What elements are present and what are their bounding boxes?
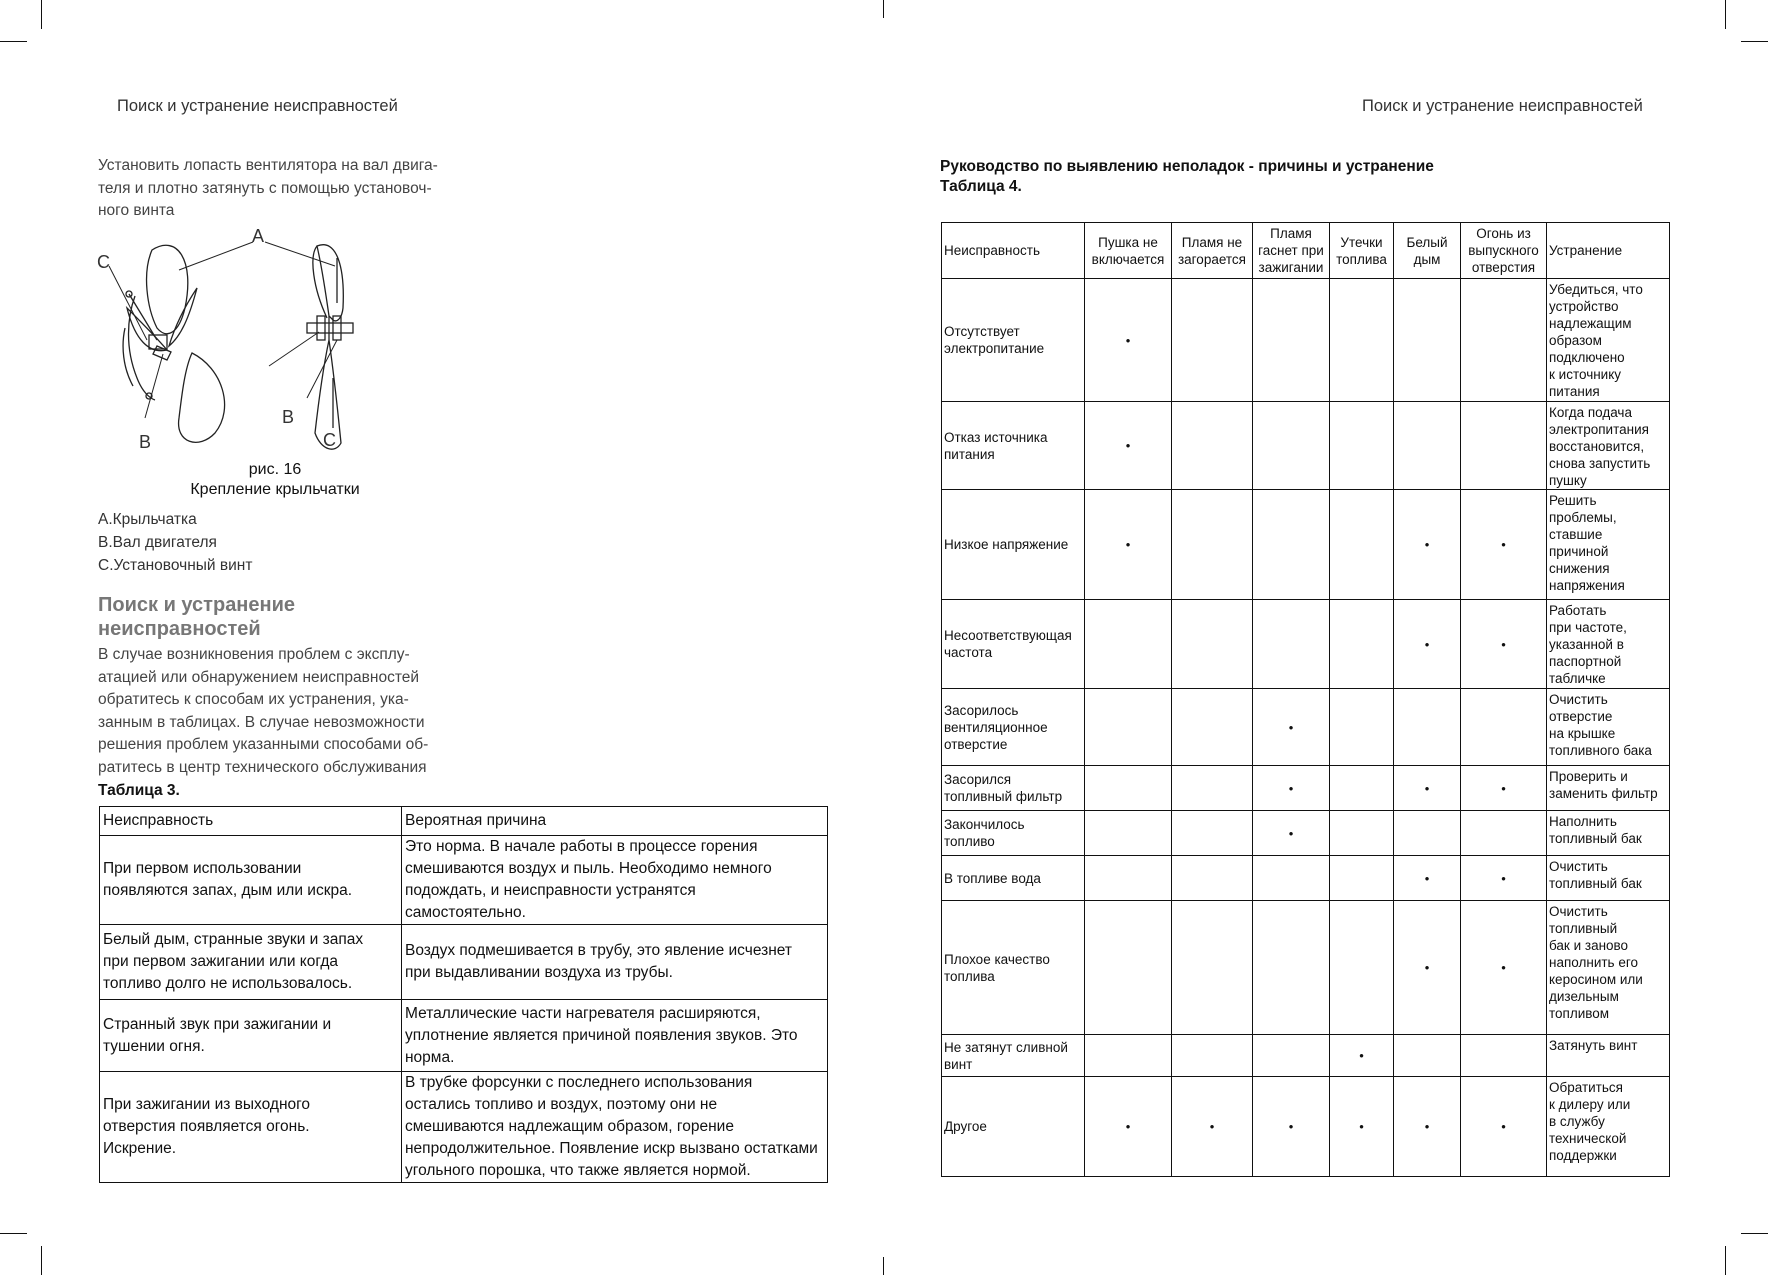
mark-flame-dies xyxy=(1253,1077,1330,1177)
cell-line: восстановится, xyxy=(1549,439,1645,454)
fault-cell xyxy=(942,901,1085,1035)
cell-line: Не затянут сливной xyxy=(944,1039,1068,1055)
mark-fuel-leak xyxy=(1330,856,1394,901)
mark-fire-from-outlet xyxy=(1461,856,1547,901)
cell-line: при частоте, xyxy=(1549,620,1627,635)
cell-line: заменить фильтр xyxy=(1549,786,1658,801)
mark-flame-not-ignite xyxy=(1172,1035,1253,1077)
header-line: Огонь из xyxy=(1476,226,1531,241)
bullet-mark: • xyxy=(1288,825,1294,841)
legend-item: A.Крыльчатка xyxy=(98,511,197,528)
cell-line: поддержки xyxy=(1549,1148,1617,1163)
cell-line: смешиваются надлежащим образом, горение xyxy=(405,1118,734,1135)
cell-line: В топливе вода xyxy=(944,870,1041,886)
table-row xyxy=(942,811,1670,856)
cell-line: ставшие xyxy=(1549,527,1603,542)
cell-line: пушку xyxy=(1549,473,1587,488)
mark-white-smoke xyxy=(1394,766,1461,811)
cell-line: Очистить xyxy=(1549,692,1608,707)
cell-line: Решить xyxy=(1549,493,1597,508)
mark-gun-not-on xyxy=(1085,1035,1172,1077)
cell-line: Наполнить xyxy=(1549,814,1617,829)
mark-flame-dies xyxy=(1253,490,1330,600)
fault-cell xyxy=(942,766,1085,811)
section-title-line: Поиск и устранение xyxy=(98,594,296,616)
cell-line: Очистить xyxy=(1549,904,1608,919)
cell-line: устройство xyxy=(1549,299,1619,314)
cell-line: Засорился xyxy=(944,772,1012,787)
mark-fire-from-outlet xyxy=(1461,1035,1547,1077)
cell-line: снова запустить xyxy=(1549,456,1651,471)
mark-white-smoke xyxy=(1394,901,1461,1035)
mark-flame-dies xyxy=(1253,901,1330,1035)
bullet-mark: • xyxy=(1209,1119,1215,1134)
mark-fuel-leak xyxy=(1330,1077,1394,1177)
cell-line: причиной xyxy=(1549,544,1609,559)
cell-line: подождать, и неисправности устранятся xyxy=(405,882,696,899)
cell-line: Затянуть винт xyxy=(1549,1038,1638,1053)
cell-line: питания xyxy=(944,446,995,462)
fault-cell xyxy=(942,600,1085,689)
mark-fire-from-outlet xyxy=(1461,689,1547,766)
mark-fire-from-outlet xyxy=(1461,811,1547,856)
fault-cell xyxy=(942,1077,1085,1177)
mark-gun-not-on xyxy=(1085,689,1172,766)
remedy-cell xyxy=(1547,1035,1670,1077)
intro-line: теля и плотно затянуть с помощью установоч- xyxy=(98,179,432,197)
problem-cell xyxy=(100,1000,402,1072)
cell-line: напряжения xyxy=(1549,578,1625,593)
table-row xyxy=(942,689,1670,766)
mark-flame-not-ignite xyxy=(1172,856,1253,901)
mark-flame-dies xyxy=(1253,1035,1330,1077)
cell-line: питания xyxy=(1549,384,1600,399)
cell-line: Странный звук при зажигании и xyxy=(103,1015,332,1033)
cell-line: топлива xyxy=(944,968,995,984)
mark-white-smoke xyxy=(1394,689,1461,766)
header-white-smoke xyxy=(1394,223,1461,279)
cell-line: появляются запах, дым или искра. xyxy=(103,882,353,899)
cause-cell xyxy=(402,1000,828,1072)
bullet-mark: • xyxy=(1501,870,1506,886)
bullet-mark: • xyxy=(1359,1119,1364,1134)
figure-labels xyxy=(97,228,336,452)
bullet-mark: • xyxy=(1501,960,1506,975)
cell-line: табличке xyxy=(1549,671,1606,686)
mark-gun-not-on xyxy=(1085,490,1172,600)
fault-cell xyxy=(942,811,1085,856)
cell-line: Закончилось xyxy=(944,817,1025,832)
table-row xyxy=(942,600,1670,689)
cell-line: отверстие xyxy=(1549,709,1613,724)
cell-line: вентиляционное xyxy=(944,719,1048,735)
mark-fuel-leak xyxy=(1330,689,1394,766)
section-title-line: неисправностей xyxy=(98,618,261,640)
remedy-cell xyxy=(1547,1077,1670,1177)
fault-cell xyxy=(942,689,1085,766)
cell-line: При зажигании из выходного xyxy=(103,1096,311,1113)
mark-fuel-leak xyxy=(1330,279,1394,402)
header-flame-dies xyxy=(1253,223,1330,279)
remedy-cell xyxy=(1547,901,1670,1035)
remedy-cell xyxy=(1547,279,1670,402)
mark-flame-dies xyxy=(1253,689,1330,766)
cell-line: наполнить его xyxy=(1549,955,1638,970)
impeller-figure xyxy=(97,228,382,473)
remedy-cell xyxy=(1547,490,1670,600)
table-row xyxy=(942,279,1670,402)
header-line: Пламя не xyxy=(1181,234,1243,250)
cell-line: винт xyxy=(944,1056,973,1072)
table-row xyxy=(942,856,1670,901)
table-row xyxy=(942,1077,1670,1177)
bullet-mark: • xyxy=(1424,780,1430,796)
cell-line: топливный бак xyxy=(1549,831,1642,846)
section-line: В случае возникновения проблем с эксплу- xyxy=(98,646,410,663)
table-row xyxy=(100,1072,828,1183)
table-row xyxy=(942,1035,1670,1077)
legend-item: B.Вал двигателя xyxy=(98,534,217,551)
table3-label: Таблица 3. xyxy=(98,782,180,799)
cell-line: дизельным xyxy=(1549,989,1619,1004)
bullet-mark: • xyxy=(1424,870,1430,886)
cell-line: угольного порошка, что также является нормой. xyxy=(405,1162,751,1179)
fault-cell xyxy=(942,490,1085,600)
header-line: топлива xyxy=(1336,251,1387,267)
cell-line: снижения xyxy=(1549,561,1610,576)
bullet-mark: • xyxy=(1125,537,1131,552)
section-line: обратитесь к способам их устранения, ука- xyxy=(98,691,409,708)
label-c-side: C xyxy=(323,430,336,450)
cell-line: топливный фильтр xyxy=(944,789,1063,804)
section-line: решения проблем указанными способами об- xyxy=(98,736,429,753)
mark-flame-not-ignite xyxy=(1172,811,1253,856)
header-line: Пушка не xyxy=(1098,234,1158,250)
bullet-mark: • xyxy=(1424,960,1430,975)
cell-line: образом xyxy=(1549,333,1602,348)
table-row xyxy=(942,402,1670,490)
mark-flame-not-ignite xyxy=(1172,490,1253,600)
bullet-mark: • xyxy=(1288,780,1294,796)
cell-line: При первом использовании xyxy=(103,860,302,877)
header-flame-not-ignite xyxy=(1172,223,1253,279)
cell-line: Отказ источника xyxy=(944,429,1048,445)
cell-line: Работать xyxy=(1549,603,1607,618)
cell-line: в службу xyxy=(1549,1114,1605,1129)
cause-cell xyxy=(402,1072,828,1183)
mark-gun-not-on xyxy=(1085,402,1172,490)
bullet-mark: • xyxy=(1424,636,1430,652)
mark-flame-not-ignite xyxy=(1172,1077,1253,1177)
bullet-mark: • xyxy=(1424,537,1430,552)
cause-cell xyxy=(402,836,828,925)
label-c-front: C xyxy=(97,252,110,272)
cell-line: Другое xyxy=(944,1119,987,1134)
section-title xyxy=(98,593,295,641)
header-fault xyxy=(942,223,1085,279)
problem-cell xyxy=(100,925,402,1000)
mark-fuel-leak xyxy=(1330,490,1394,600)
cell-line: Это норма. В начале работы в процессе горения xyxy=(405,838,758,855)
cell-line: топливо долго не использовалось. xyxy=(103,975,353,992)
cell-line: топливного бака xyxy=(1549,743,1652,758)
cell-line: Искрение. xyxy=(103,1140,177,1157)
table-row xyxy=(942,766,1670,811)
mark-fire-from-outlet xyxy=(1461,1077,1547,1177)
table-row xyxy=(100,925,828,1000)
mark-gun-not-on xyxy=(1085,600,1172,689)
header-line: Устранение xyxy=(1549,243,1623,258)
mark-flame-not-ignite xyxy=(1172,689,1253,766)
cell-line: Низкое напряжение xyxy=(944,537,1069,552)
table-row xyxy=(942,901,1670,1035)
mark-flame-dies xyxy=(1253,856,1330,901)
cell-line: самостоятельно. xyxy=(405,904,526,921)
impeller-drawing xyxy=(97,228,382,473)
cell-line: непродолжительное. Появление искр вызвано остатками xyxy=(405,1140,818,1157)
mark-flame-dies xyxy=(1253,766,1330,811)
header-line: Утечки xyxy=(1340,234,1383,250)
section-line: атацией или обнаружением неисправностей xyxy=(98,668,420,686)
cell-line: уплотнение является причиной появления звуков. Это xyxy=(405,1026,798,1044)
impeller-front-view xyxy=(123,245,225,442)
mark-fire-from-outlet xyxy=(1461,901,1547,1035)
header-line: Пламя xyxy=(1270,226,1312,241)
cell-line: паспортной xyxy=(1549,654,1622,669)
header-gun-not-on xyxy=(1085,223,1172,279)
mark-flame-not-ignite xyxy=(1172,901,1253,1035)
figure-caption: Крепление крыльчатки xyxy=(190,481,360,498)
cell-line: Белый дым, странные звуки и запах xyxy=(103,931,364,948)
bullet-mark: • xyxy=(1125,332,1131,348)
mark-white-smoke xyxy=(1394,279,1461,402)
cell-line: Воздух подмешивается в трубу, это явление исчезнет xyxy=(405,942,792,959)
header-line: отверстия xyxy=(1471,260,1536,275)
cell-line: норма. xyxy=(405,1048,455,1066)
mark-fire-from-outlet xyxy=(1461,490,1547,600)
cell-line: топливный бак xyxy=(1549,876,1642,891)
cell-line: Проверить и xyxy=(1549,769,1628,784)
cell-line: отверстия появляется огонь. xyxy=(103,1118,310,1135)
cell-line: на крышке xyxy=(1549,726,1616,741)
mark-fuel-leak xyxy=(1330,766,1394,811)
cell-line: частота xyxy=(944,645,993,660)
cell-line: тушении огня. xyxy=(103,1037,205,1055)
mark-flame-not-ignite xyxy=(1172,279,1253,402)
table4-body xyxy=(942,279,1670,1177)
cell-line: смешиваются воздух и пыль. Необходимо немного xyxy=(405,860,772,877)
mark-fuel-leak xyxy=(1330,600,1394,689)
table-row xyxy=(100,1000,828,1072)
section-line: занным в таблицах. В случае невозможности xyxy=(98,713,425,731)
cell-line: Убедиться, что xyxy=(1549,282,1643,297)
cause-cell xyxy=(402,925,828,1000)
fault-cell xyxy=(942,279,1085,402)
cell-line: технической xyxy=(1549,1131,1627,1146)
cell-line: остались топливо и воздух, поэтому они не xyxy=(405,1096,718,1113)
mark-white-smoke xyxy=(1394,811,1461,856)
mark-fuel-leak xyxy=(1330,811,1394,856)
header-remedy xyxy=(1547,223,1670,279)
mark-gun-not-on xyxy=(1085,766,1172,811)
mark-gun-not-on xyxy=(1085,901,1172,1035)
mark-gun-not-on xyxy=(1085,279,1172,402)
mark-fuel-leak xyxy=(1330,402,1394,490)
cell-line: отверстие xyxy=(944,736,1008,752)
remedy-cell xyxy=(1547,811,1670,856)
table-header-row xyxy=(100,807,828,836)
mark-fire-from-outlet xyxy=(1461,766,1547,811)
mark-fire-from-outlet xyxy=(1461,600,1547,689)
mark-white-smoke xyxy=(1394,1077,1461,1177)
label-b-front: B xyxy=(139,432,152,452)
mark-fuel-leak xyxy=(1330,901,1394,1035)
remedy-cell xyxy=(1547,766,1670,811)
section-paragraph xyxy=(98,644,451,779)
mark-flame-dies xyxy=(1253,600,1330,689)
table4-title xyxy=(940,157,1434,197)
cell-line: Очистить xyxy=(1549,859,1608,874)
mark-white-smoke xyxy=(1394,600,1461,689)
cell-line: Обратиться xyxy=(1549,1080,1623,1095)
cell-line: Отсутствует xyxy=(944,324,1020,339)
cell-line: электропитания xyxy=(1549,422,1649,437)
cell-line: электропитание xyxy=(944,341,1045,356)
bullet-mark: • xyxy=(1125,1119,1131,1134)
mark-gun-not-on xyxy=(1085,1077,1172,1177)
mark-fire-from-outlet xyxy=(1461,402,1547,490)
mark-gun-not-on xyxy=(1085,856,1172,901)
fault-cell xyxy=(942,1035,1085,1077)
bullet-mark: • xyxy=(1125,438,1131,453)
table-header-cell: Вероятная причина xyxy=(402,807,828,836)
cell-line: указанной в xyxy=(1549,637,1624,652)
cell-line: топливный xyxy=(1549,921,1618,936)
mark-white-smoke xyxy=(1394,1035,1461,1077)
table4-title-text: Руководство по выявлению неполадок - причины и устранение xyxy=(940,158,1434,175)
cell-line: Несоответствующая xyxy=(944,628,1072,643)
cell-line: Плохое качество xyxy=(944,951,1050,967)
remedy-cell xyxy=(1547,689,1670,766)
bullet-mark: • xyxy=(1424,1119,1430,1134)
table4-label: Таблица 4. xyxy=(940,178,1022,195)
mark-flame-dies xyxy=(1253,811,1330,856)
remedy-cell xyxy=(1547,600,1670,689)
intro-paragraph xyxy=(98,155,453,223)
bullet-mark: • xyxy=(1501,780,1506,796)
header-line: гаснет при xyxy=(1258,243,1324,258)
intro-line: Установить лопасть вентилятора на вал двига- xyxy=(98,157,438,174)
label-a: A xyxy=(252,228,265,246)
cell-line: топливо xyxy=(944,834,995,849)
cell-line: проблемы, xyxy=(1549,510,1617,525)
header-line: загорается xyxy=(1177,251,1246,267)
table-header-cell: Неисправность xyxy=(100,807,402,836)
running-head: Поиск и устранение неисправностей xyxy=(117,97,398,115)
figure-number: рис. 16 xyxy=(248,461,302,478)
cell-line: Засорилось xyxy=(944,702,1019,718)
intro-line: ного винта xyxy=(98,202,175,219)
header-line: включается xyxy=(1091,251,1165,267)
cell-line: подключено xyxy=(1549,350,1625,365)
cell-line: надлежащим xyxy=(1549,316,1632,331)
table-row xyxy=(942,490,1670,600)
mark-white-smoke xyxy=(1394,490,1461,600)
bullet-mark: • xyxy=(1288,1119,1294,1134)
bullet-mark: • xyxy=(1501,1119,1506,1134)
bullet-mark: • xyxy=(1288,719,1294,735)
mark-fire-from-outlet xyxy=(1461,279,1547,402)
table-row xyxy=(100,836,828,925)
cell-line: Когда подача xyxy=(1549,405,1632,420)
mark-fuel-leak xyxy=(1330,1035,1394,1077)
remedy-cell xyxy=(1547,402,1670,490)
cell-line: керосином или xyxy=(1549,972,1643,987)
cell-line: к источнику xyxy=(1549,367,1622,382)
bullet-mark: • xyxy=(1359,1048,1364,1063)
mark-flame-not-ignite xyxy=(1172,600,1253,689)
label-b-side: B xyxy=(282,407,295,427)
cell-line: при первом зажигании или когда xyxy=(103,953,338,970)
impeller-side-view xyxy=(307,245,353,449)
header-line: Неисправность xyxy=(944,243,1040,258)
legend-item: C.Установочный винт xyxy=(98,557,253,574)
header-line: выпускного xyxy=(1468,243,1539,258)
fault-cell xyxy=(942,856,1085,901)
cell-line: бак и заново xyxy=(1549,938,1629,953)
header-line: дым xyxy=(1413,251,1441,267)
mark-flame-dies xyxy=(1253,279,1330,402)
header-line: Белый xyxy=(1406,234,1448,250)
header-fire-from-outlet xyxy=(1461,223,1547,279)
cell-line: В трубке форсунки с последнего использования xyxy=(405,1074,753,1091)
problem-cell xyxy=(100,1072,402,1183)
mark-white-smoke xyxy=(1394,856,1461,901)
section-line: ратитесь в центр технического обслуживания xyxy=(98,758,427,776)
bullet-mark: • xyxy=(1501,636,1506,652)
cell-line: топливом xyxy=(1549,1006,1610,1021)
cell-line: к дилеру или xyxy=(1549,1097,1631,1112)
table4 xyxy=(941,222,1670,1177)
remedy-cell xyxy=(1547,856,1670,901)
fault-cell xyxy=(942,402,1085,490)
figure-legend xyxy=(98,508,252,577)
bullet-mark: • xyxy=(1501,537,1506,552)
header-fuel-leak xyxy=(1330,223,1394,279)
cell-line: при выдавливании воздуха из трубы. xyxy=(405,964,673,981)
header-line: зажигании xyxy=(1258,260,1324,275)
problem-cell xyxy=(100,836,402,925)
cell-line: Металлические части нагревателя расширяются, xyxy=(405,1004,761,1022)
table3 xyxy=(99,806,828,1183)
table-header-row xyxy=(942,223,1670,279)
running-head: Поиск и устранение неисправностей xyxy=(1362,97,1643,115)
mark-gun-not-on xyxy=(1085,811,1172,856)
mark-white-smoke xyxy=(1394,402,1461,490)
mark-flame-not-ignite xyxy=(1172,402,1253,490)
mark-flame-not-ignite xyxy=(1172,766,1253,811)
mark-flame-dies xyxy=(1253,402,1330,490)
